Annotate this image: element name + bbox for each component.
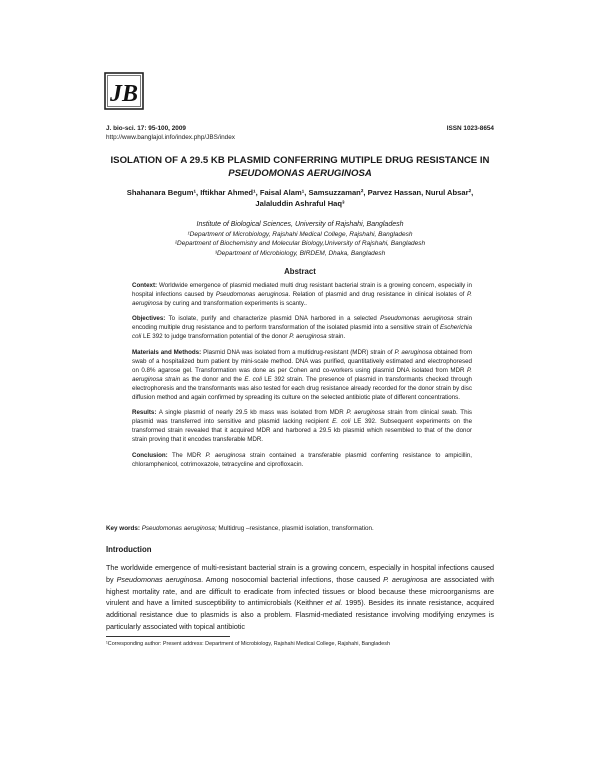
issn: ISSN 1023-8654 <box>446 125 494 132</box>
objectives-italic-2: Escherichia coli <box>132 324 472 341</box>
affiliations <box>110 220 490 258</box>
context-text-b: . Relation of plasmid and drug resistance in clinical isolates of <box>288 291 467 299</box>
methods-text-d: LE 392 strain. The presence of plasmid in transformants checked through electrophoresis and the transformants was also tested for each drug resistance already recorded for the donor strain by disc diffusion method and again confirmed by spreading its culture on the selected antibiotic plate of different concentrations. <box>132 375 472 402</box>
affiliation-3: ³Department of Microbiology, BIRDEM, Dhaka, Bangladesh <box>214 249 386 257</box>
results-text-a: A single plasmid of nearly 29.5 kb mass was isolated from MDR <box>156 409 347 417</box>
affiliation-1: ¹Department of Microbiology, Rajshahi Medical College, Rajshahi, Bangladesh <box>187 230 413 238</box>
footnote: ¹Corresponding author: Present address: Department of Microbiology, Rajshahi Medical College, Rajshahi, Bangladesh <box>106 641 390 647</box>
author-list <box>110 187 490 209</box>
affiliation-0: Institute of Biological Sciences, University of Rajshahi, Bangladesh <box>196 221 404 228</box>
abstract-conclusion <box>132 451 472 469</box>
context-italic-1: Pseudomonas aeruginosa <box>215 291 289 299</box>
intro-text-a: The worldwide emergence of multi-resistant bacterial strain is a growing concern, especially in hospital infections caused by <box>106 563 494 584</box>
abstract-objectives <box>132 314 472 341</box>
abstract-body <box>132 281 472 475</box>
conclusion-text-a: The MDR <box>167 451 206 459</box>
intro-italic-2: P. aeruginosa <box>383 574 428 584</box>
intro-text-d: 1995). Besides its innate resistance, acquired additional resistance due to plasmids is also a problem. Flasmid-mediated resistance involving modifying enzymes is particularly associated with topical antibiotic <box>106 598 494 631</box>
footnote-divider <box>106 636 230 637</box>
abstract-methods <box>132 348 472 403</box>
objectives-italic-3: P. aeruginosa <box>289 333 327 341</box>
journal-logo-mark <box>104 72 144 110</box>
objectives-text-c: LE 392 to judge transformation potential of the donor <box>141 333 290 341</box>
authors-line-1: Shahanara Begum¹, Iftikhar Ahmed¹, Faisal Alam¹, Samsuzzaman², Parvez Hassan, Nurul Absar², <box>126 188 474 197</box>
objectives-text-b: strain encoding multiple drug resistance and to perform transformation of the isolated plasmid into a sensitive strain of <box>132 315 472 332</box>
methods-italic-3: E. coli <box>244 375 262 383</box>
intro-italic-3: et al. <box>326 598 343 608</box>
journal-logo <box>104 72 144 110</box>
introduction-heading: Introduction <box>106 545 152 554</box>
methods-italic-1: P. aeruginosa <box>394 348 433 356</box>
context-italic-2: P. aeruginosa <box>132 291 472 308</box>
citation-block <box>106 124 235 142</box>
abstract-context <box>132 281 472 308</box>
keywords-label: Key words: <box>106 525 140 532</box>
intro-italic-1: Pseudomonas aeruginosa <box>116 574 202 584</box>
journal-citation: J. bio-sci. 17: 95-100, 2009 <box>106 125 186 132</box>
introduction-paragraph <box>106 562 494 633</box>
objectives-label: Objectives: <box>132 315 166 323</box>
keywords-rest: Multidrug –resistance, plasmid isolation, transformation. <box>216 525 374 532</box>
abstract-results <box>132 408 472 444</box>
context-label: Context: <box>132 282 158 289</box>
methods-italic-2: P. aeruginosa strain <box>132 366 472 383</box>
results-text-c: LE 392. Subsequent experiments on the transformed strain revealed that it acquired MDR and harbored a 29.5 kb plasmid which resembled to that of the donor strain proving that it encodes transferable MDR. <box>132 418 473 444</box>
keywords-italic: Pseudomonas aeruginosa; <box>139 525 217 532</box>
objectives-italic-1: Pseudomonas aeruginosa <box>380 315 454 323</box>
conclusion-text-b: strain contained a transferable plasmid conferring resistance to ampicillin, chloramphenicol, cotrimoxazole, tetracycline and ciprofloxacin. <box>132 451 472 468</box>
title-line-1: ISOLATION OF A 29.5 KB PLASMID CONFERRING MUTIPLE DRUG RESISTANCE IN <box>110 155 490 166</box>
intro-text-b: . Among nosocomial bacterial infections, those caused <box>201 574 384 584</box>
methods-text-a: Plasmid DNA was isolated from a multidrug-resistant (MDR) strain of <box>201 348 395 356</box>
methods-text-b: obtained from swab of a hospitalized burn patient by mini-scale method. DNA was purified, quantitatively estimated and electrophoresed on 0.8% agarose gel. Transformation was done as per Cohen and co-workers using plasmid DNA isolated from MDR <box>132 348 472 374</box>
objectives-text-d: strain. <box>326 333 346 341</box>
results-italic-1: P. aeruginosa <box>346 409 385 417</box>
context-text-c: by curing and transformation experiments is scanty.. <box>162 300 307 308</box>
journal-url[interactable]: http://www.banglajol.info/index.php/JBS/index <box>106 134 235 141</box>
conclusion-italic-1: P. aeruginosa <box>205 451 246 459</box>
results-italic-2: E. coli <box>332 418 351 426</box>
logo-letters: JB <box>109 81 139 107</box>
context-text-a: Worldwide emergence of plasmid mediated multi drug resistant bacterial strain is a growing concern, especially in hospital infections caused by <box>132 282 472 299</box>
title-line-2: PSEUDOMONAS AERUGINOSA <box>228 167 372 179</box>
affiliation-2: ²Department of Biochemistry and Molecular Biology,University of Rajshahi, Bangladesh <box>174 240 426 248</box>
paper-title <box>100 155 500 180</box>
abstract-heading: Abstract <box>284 267 316 276</box>
results-label: Results: <box>132 409 157 417</box>
authors-line-2: Jalaluddin Ashraful Haq³ <box>255 199 345 208</box>
conclusion-label: Conclusion: <box>132 451 168 459</box>
methods-text-c: as the donor and the <box>180 375 245 383</box>
objectives-text-a: To isolate, purify and characterize plasmid DNA harbored in a selected <box>165 315 381 323</box>
introduction-body <box>106 562 494 633</box>
keywords <box>106 524 506 533</box>
methods-label: Materials and Methods: <box>132 348 202 356</box>
results-text-b: strain from clinical swab. This plasmid was transferred into sensitive and plasmid lacking recipient <box>132 409 472 426</box>
intro-text-c: are associated with highest mortality rate, and are difficult to eradicate from infected tissues or blood because these microorganisms are virulent and have a limited susceptibility to antimicrobials (Keithner <box>106 574 494 608</box>
